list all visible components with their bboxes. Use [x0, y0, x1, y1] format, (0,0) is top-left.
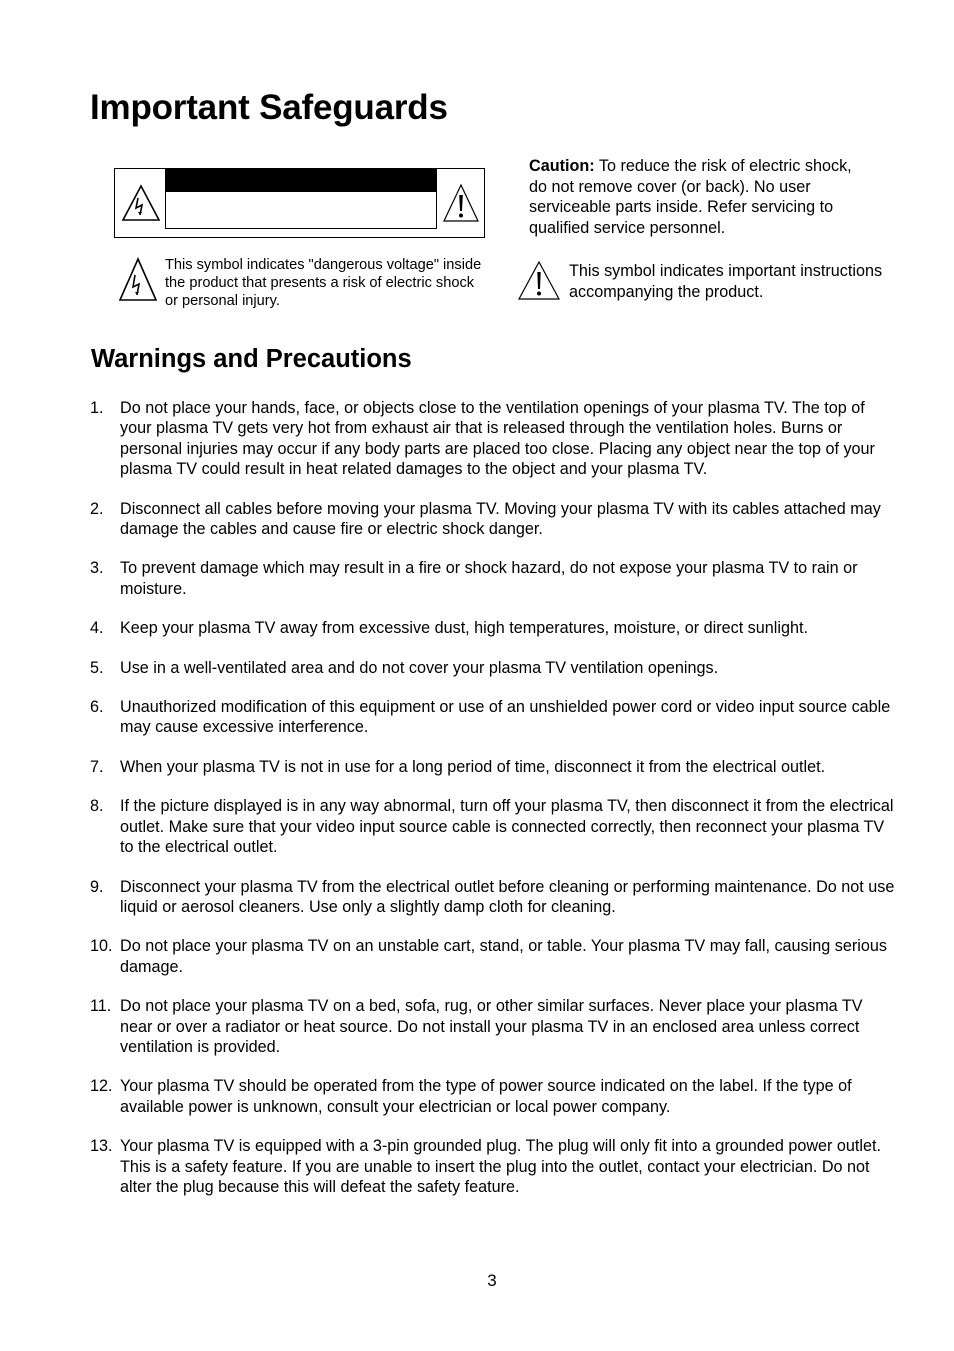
item-text: Do not place your hands, face, or objects close to the ventilation openings of your plasma TV. The top of your plasma TV gets very hot from exhaust air that is released through the ventilation holes. Burns or personal injuries may occur if any body parts are placed too close. Placing any object near the top of your plasma TV could result in heat related damages to the object and your plasma TV.: [120, 399, 875, 479]
list-item: [90, 658, 896, 678]
item-text: If the picture displayed is in any way abnormal, turn off your plasma TV, then disconnect it from the electrical outlet. Make sure that your video input source cable is connected correctly, then reconnect your plasma TV to the electrical outlet.: [120, 797, 894, 857]
caution-label-bar: [166, 169, 436, 192]
item-text: Do not place your plasma TV on an unstable cart, stand, or table. Your plasma TV may fall, causing serious damage.: [120, 937, 887, 976]
item-number: 3.: [90, 559, 104, 578]
item-text: Keep your plasma TV away from excessive dust, high temperatures, moisture, or direct sunlight.: [120, 619, 808, 638]
list-item: [90, 796, 896, 857]
page-title: Important Safeguards: [90, 88, 448, 127]
item-text: Disconnect all cables before moving your plasma TV. Moving your plasma TV with its cables attached may damage the cables and cause fire or electric shock danger.: [120, 499, 881, 539]
item-text: When your plasma TV is not in use for a long period of time, disconnect it from the electrical outlet.: [120, 757, 826, 776]
item-number: 2.: [90, 499, 104, 518]
item-number: 6.: [90, 698, 104, 717]
item-number: 5.: [90, 658, 104, 677]
item-text: Disconnect your plasma TV from the electrical outlet before cleaning or performing maintenance. Do not use liquid or aerosol cleaners. Use only a slightly damp cloth for cleaning.: [120, 877, 895, 916]
list-item: [90, 398, 896, 480]
list-item: [90, 618, 896, 638]
exclamation-warning-icon: [442, 183, 480, 228]
caution-paragraph: [529, 156, 869, 238]
item-number: 12.: [90, 1077, 113, 1096]
item-number: 7.: [90, 757, 104, 776]
item-number: 1.: [90, 399, 104, 417]
item-number: 10.: [90, 937, 113, 956]
item-text: Use in a well-ventilated area and do not cover your plasma TV ventilation openings.: [120, 658, 719, 677]
item-number: 11.: [90, 997, 112, 1016]
list-item: [90, 558, 896, 599]
list-item: [90, 697, 896, 738]
item-number: 4.: [90, 619, 104, 638]
list-item: [90, 1076, 896, 1117]
item-text: To prevent damage which may result in a fire or shock hazard, do not expose your plasma TV to rain or moisture.: [120, 559, 858, 598]
list-item: [90, 936, 896, 977]
voltage-symbol-text: This symbol indicates "dangerous voltage" inside the product that presents a risk of electric shock or personal injury.: [165, 257, 482, 309]
item-number: 9.: [90, 877, 104, 896]
caution-label-graphic: [114, 168, 485, 238]
item-text: Unauthorized modification of this equipment or use of an unshielded power cord or video input source cable may cause excessive interference.: [120, 698, 891, 737]
list-item: [90, 499, 896, 540]
item-text: Your plasma TV should be operated from the type of power source indicated on the label. If the type of available power is unknown, consult your electrician or local power company.: [120, 1077, 852, 1116]
caution-text: To reduce the risk of electric shock, do not remove cover (or back). No user serviceable parts inside. Refer servicing to qualified service personnel.: [529, 157, 852, 237]
instructions-symbol-text: This symbol indicates important instructions accompanying the product.: [569, 262, 883, 301]
section-title: Warnings and Precautions: [91, 345, 412, 373]
item-text: Your plasma TV is equipped with a 3-pin grounded plug. The plug will only fit into a grounded power outlet. This is a safety feature. If you are unable to insert the plug into the outlet, contact your electrician. Do not alter the plug because this will defeat the safety feature.: [120, 1137, 882, 1196]
item-text: Do not place your plasma TV on a bed, sofa, rug, or other similar surfaces. Never place your plasma TV near or over a radiator or heat source. Do not install your plasma TV in an enclosed area unless correct ventilation is provided.: [120, 997, 863, 1056]
list-item: [90, 877, 896, 918]
page-number: 3: [487, 1271, 497, 1290]
list-item: [90, 996, 896, 1057]
list-item: [90, 1136, 896, 1197]
list-item: [90, 757, 896, 777]
caution-label: Caution:: [529, 157, 595, 175]
warnings-list: [90, 398, 896, 1216]
caution-label-panel: [165, 168, 437, 229]
lightning-warning-icon: [121, 184, 161, 227]
item-number: 13.: [90, 1137, 113, 1156]
exclamation-warning-icon: [517, 261, 561, 306]
item-number: 8.: [90, 797, 104, 816]
lightning-warning-icon: [118, 256, 158, 307]
